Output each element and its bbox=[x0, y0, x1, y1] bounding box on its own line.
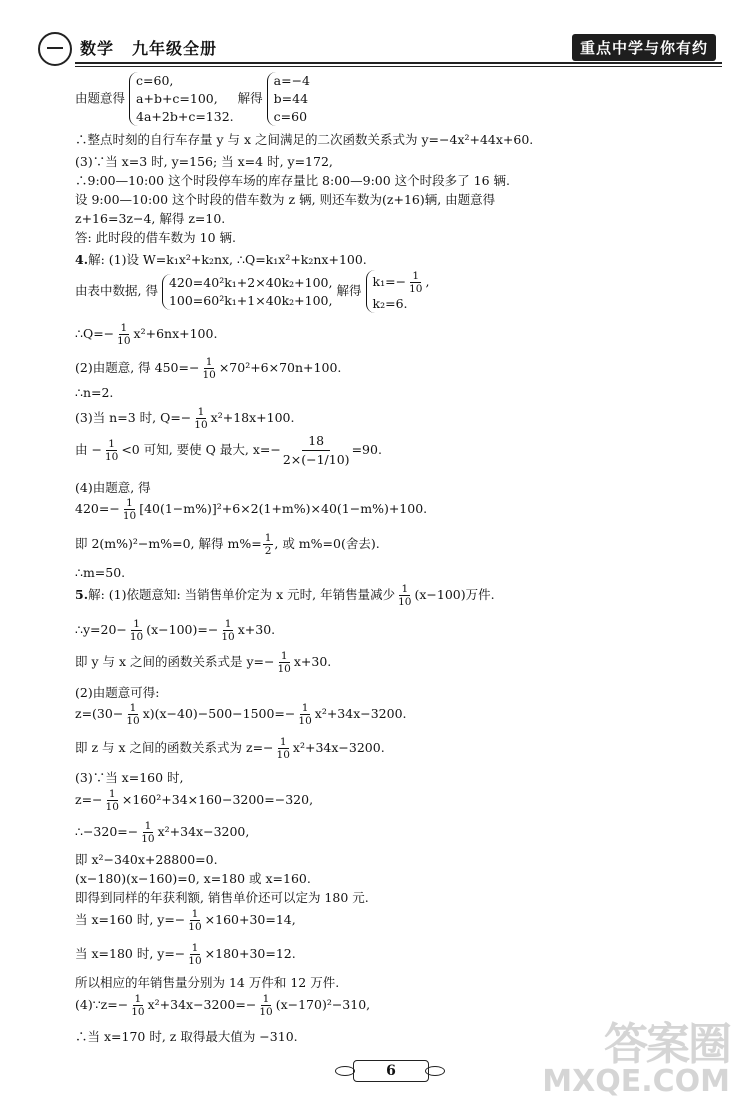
text-line: (x−180)(x−160)=0, x=180 或 x=160. bbox=[75, 871, 311, 886]
header-rule-thin bbox=[75, 66, 722, 67]
watermark-text: 答案圈 bbox=[604, 1019, 730, 1070]
page-header bbox=[30, 28, 722, 66]
text-line: (4)由题意, 得 bbox=[75, 480, 151, 495]
text-line: (2)由题意, 得 450=− $\frac{1}{10}$ ×70²+6×70n+100. bbox=[75, 356, 342, 381]
brand-banner: 重点中学与你有约 bbox=[572, 34, 716, 61]
solution-system: a=−4 b=44 c=60 bbox=[267, 72, 310, 126]
text-line: 420=− $\frac{1}{10}$ [40(1−m%)]²+6×2(1+m%)×40(1−m%)+100. bbox=[75, 497, 428, 522]
text-line: 所以相应的年销售量分别为 14 万件和 12 万件. bbox=[75, 975, 340, 990]
text-line: 设 9:00—10:00 这个时段的借车数为 z 辆, 则还车数为(z+16)辆, 由题意得 bbox=[75, 192, 496, 207]
header-rule bbox=[75, 62, 722, 64]
problem-4-start: 4.解: (1)设 W=k₁x²+k₂nx, ∴Q=k₁x²+k₂nx+100. bbox=[75, 252, 367, 267]
school-logo-icon bbox=[38, 32, 72, 66]
text-line: (2)由题意可得: bbox=[75, 685, 160, 700]
problem-5-start: 5.解: (1)依题意知: 当销售单价定为 x 元时, 年销售量减少 $\frac{1}{10}$ (x−100)万件. bbox=[75, 583, 495, 608]
text-line: ∴当 x=170 时, z 取得最大值为 −310. bbox=[75, 1029, 298, 1044]
text-line: 当 x=180 时, y=− $\frac{1}{10}$ ×180+30=12. bbox=[75, 942, 296, 967]
grade-label: 九年级全册 bbox=[132, 39, 218, 58]
text-line: z+16=3z−4, 解得 z=10. bbox=[75, 211, 226, 226]
page-footer bbox=[335, 1058, 445, 1084]
text-line: (4)∵z=− $\frac{1}{10}$ x²+34x−3200=− $\frac{1}{10}$ (x−170)²−310, bbox=[75, 993, 371, 1018]
text-line: ∴Q=− $\frac{1}{10}$ x²+6nx+100. bbox=[75, 322, 218, 347]
text-line: (3)当 n=3 时, Q=− $\frac{1}{10}$ x²+18x+100. bbox=[75, 406, 295, 431]
text-line: 即 2(m%)²−m%=0, 解得 m%= $\frac{1}{2}$ , 或 m%=0(舍去). bbox=[75, 532, 380, 557]
text-line: (3)∵当 x=160 时, bbox=[75, 770, 184, 785]
problem-number: 4. bbox=[75, 252, 89, 267]
problem-number: 5. bbox=[75, 587, 89, 602]
text-line: 即得到同样的年获利额, 销售单价还可以定为 180 元. bbox=[75, 890, 369, 905]
equation-system: 420=40²k₁+2×40k₂+100, 100=60²k₁+1×40k₂+100, bbox=[162, 274, 333, 310]
line-k-system: 由表中数据, 得 420=40²k₁+2×40k₂+100, 100=60²k₁+1×40k₂+100, 解得 k₁=− $\frac{1}{10}$ , k₂=6. bbox=[75, 270, 430, 311]
text-line: ∴−320=− $\frac{1}{10}$ x²+34x−3200, bbox=[75, 820, 250, 845]
header-subject bbox=[80, 36, 217, 59]
text-line: ∴m=50. bbox=[75, 565, 126, 580]
text-line: 答: 此时段的借车数为 10 辆. bbox=[75, 230, 237, 245]
text-line: ∴9:00—10:00 这个时段停车场的库存量比 8:00—9:00 这个时段多了 16 辆. bbox=[75, 173, 510, 188]
text-line: 即 x²−340x+28800=0. bbox=[75, 852, 218, 867]
subject-label: 数学 bbox=[80, 39, 115, 58]
watermark-url: MXQE.COM bbox=[542, 1064, 730, 1099]
page-number: 6 bbox=[353, 1060, 429, 1082]
watermark bbox=[542, 1008, 732, 1104]
text-line: (3)∵当 x=3 时, y=156; 当 x=4 时, y=172, bbox=[75, 154, 333, 169]
text-line: ∴n=2. bbox=[75, 385, 114, 400]
text-line: z=− $\frac{1}{10}$ ×160²+34×160−3200=−320, bbox=[75, 788, 314, 813]
text-line: 即 z 与 x 之间的函数关系式为 z=− $\frac{1}{10}$ x²+34x−3200. bbox=[75, 736, 385, 761]
scroll-ornament-icon bbox=[335, 1066, 355, 1076]
scroll-ornament-icon bbox=[425, 1066, 445, 1076]
equation-system: c=60, a+b+c=100, 4a+2b+c=132. bbox=[129, 72, 234, 126]
line-system-equations: 由题意得 c=60, a+b+c=100, 4a+2b+c=132. 解得 a=−4 b=44 c=60 bbox=[75, 73, 311, 124]
text-line: ∴整点时刻的自行车存量 y 与 x 之间满足的二次函数关系式为 y=−4x²+44x+60. bbox=[75, 132, 534, 147]
text-line: 当 x=160 时, y=− $\frac{1}{10}$ ×160+30=14, bbox=[75, 908, 296, 933]
text-line: ∴y=20− $\frac{1}{10}$ (x−100)=− $\frac{1}{10}$ x+30. bbox=[75, 618, 276, 643]
solution-system: k₁=− $\frac{1}{10}$ , k₂=6. bbox=[366, 270, 430, 313]
text-line: z=(30− $\frac{1}{10}$ x)(x−40)−500−1500=− $\frac{1}{10}$ x²+34x−3200. bbox=[75, 702, 407, 727]
text-line: 即 y 与 x 之间的函数关系式是 y=− $\frac{1}{10}$ x+30. bbox=[75, 650, 332, 675]
text-line: 由 − $\frac{1}{10}$ <0 可知, 要使 Q 最大, x=− $\frac{18}{2\times(-1/10)}$ =90. bbox=[75, 433, 382, 467]
